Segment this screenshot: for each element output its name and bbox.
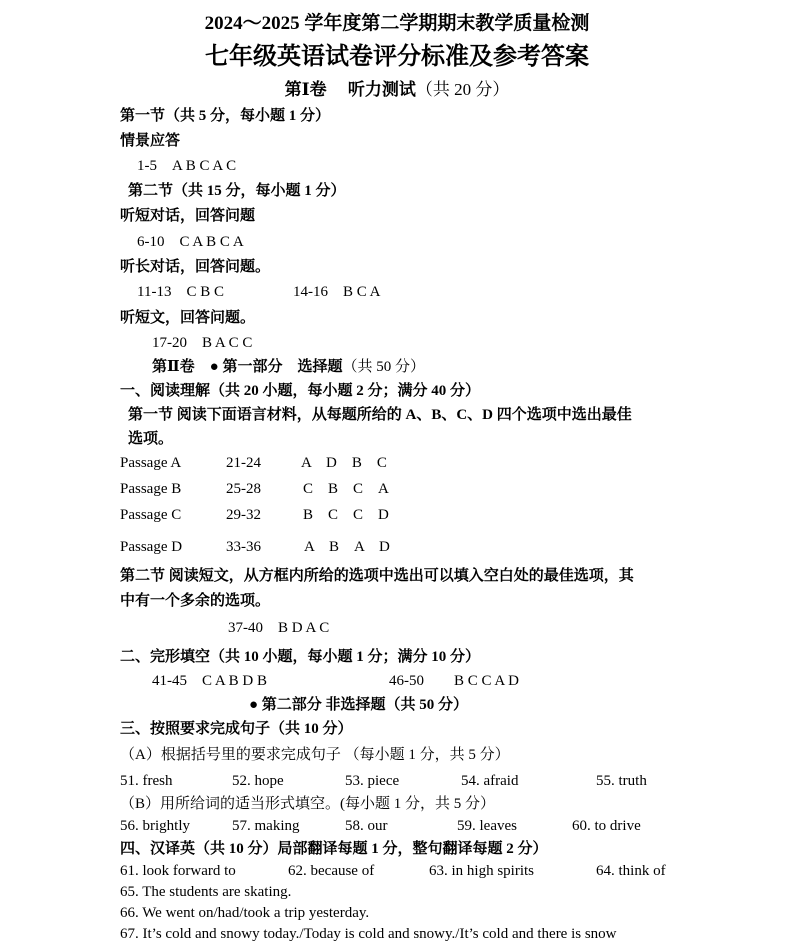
passage-row-name: Passage C [120,507,182,523]
long-dialogue-label: 听长对话，回答问题。 [120,259,271,275]
passage-row-answers: B C C D [303,507,389,523]
answers-37-40: 37-40 B D A C [228,620,330,636]
answer-item: 54. afraid [461,773,519,789]
answer-item: 57. making [232,818,300,834]
answer-item: 58. our [345,818,388,834]
answers-6-10: 6-10 C A B C A [137,234,244,250]
sentences-a-heading: （A）根据括号里的要求完成句子 （每小题 1 分，共 5 分） [120,747,510,763]
passage-row-range: 29-32 [226,507,261,523]
reading-section1-line2: 选项。 [128,431,174,447]
passage-row-range: 21-24 [226,455,261,471]
listening-section1-heading: 第一节（共 5 分，每小题 1 分） [120,108,331,124]
reading-heading: 一、阅读理解（共 20 小题，每小题 2 分；满分 40 分） [120,383,481,399]
passage-row-answers: A B A D [304,539,390,555]
reading-section1-line1: 第一节 阅读下面语言材料，从每题所给的 A、B、C、D 四个选项中选出最佳 [128,407,632,423]
part2-heading: ● 第二部分 非选择题（共 50 分） [249,697,469,713]
answers-1-5: 1-5 A B C A C [137,158,237,174]
answers-17-20: 17-20 B A C C [152,335,253,351]
short-dialogue-label: 听短对话，回答问题 [120,208,256,224]
answer-67: 67. It’s cold and snowy today./Today is cold and snowy./It’s cold and there is snow [120,926,617,942]
answer-item: 55. truth [596,773,647,789]
passage-row-name: Passage A [120,455,182,471]
exam-title: 2024～2025 学年度第二学期期末教学质量检测 [204,13,590,34]
answer-66: 66. We went on/had/took a trip yesterday. [120,905,370,921]
answer-item: 60. to drive [572,818,641,834]
answer-item: 59. leaves [457,818,517,834]
answer-item: 62. because of [288,863,375,879]
translation-heading: 四、汉译英（共 10 分）局部翻译每题 1 分，整句翻译每题 2 分） [120,841,548,857]
passage-row-range: 33-36 [226,539,261,555]
reading-section2-line1: 第二节 阅读短文，从方框内所给的选项中选出可以填入空白处的最佳选项，其 [120,568,634,584]
answers-41-45: 41-45 C A B D B [152,673,268,689]
answer-item: 51. fresh [120,773,173,789]
listening-situation-label: 情景应答 [120,133,181,149]
paper1-heading [0,79,794,101]
passage-row-answers: C B C A [303,481,389,497]
answer-item: 53. piece [345,773,400,789]
answers-46-50: 46-50 B C C A D [389,673,520,689]
answer-65: 65. The students are skating. [120,884,292,900]
answer-item: 64. think of [596,863,666,879]
paper2-heading [152,358,425,376]
reading-section2-line2: 中有一个多余的选项。 [120,593,271,609]
passage-row-answers: A D B C [301,455,387,471]
passage-label: 听短文，回答问题。 [120,310,256,326]
passage-row-range: 25-28 [226,481,261,497]
answer-item: 63. in high spirits [429,863,535,879]
answers-11-13: 11-13 C B C [137,284,224,300]
cloze-heading: 二、完形填空（共 10 小题，每小题 1 分；满分 10 分） [120,649,481,665]
paper1-title: 第Ⅰ卷 听力测试 [284,80,416,99]
answer-item: 61. look forward to [120,863,236,879]
sentences-b-heading: （B）用所给词的适当形式填空。(每小题 1 分，共 5 分） [120,796,496,812]
paper1-score: （共 20 分） [415,80,510,99]
paper2-score: （共 50 分） [342,359,425,375]
sentences-heading: 三、按照要求完成句子（共 10 分） [120,721,353,737]
paper2-title: 第Ⅱ卷 ● 第一部分 选择题 [152,359,343,375]
answer-key-title: 七年级英语试卷评分标准及参考答案 [205,44,589,70]
answer-item: 56. brightly [120,818,190,834]
answer-item: 52. hope [232,773,284,789]
answers-14-16: 14-16 B C A [293,284,381,300]
passage-row-name: Passage D [120,539,183,555]
listening-section2-heading: 第二节（共 15 分，每小题 1 分） [128,183,346,199]
passage-row-name: Passage B [120,481,182,497]
